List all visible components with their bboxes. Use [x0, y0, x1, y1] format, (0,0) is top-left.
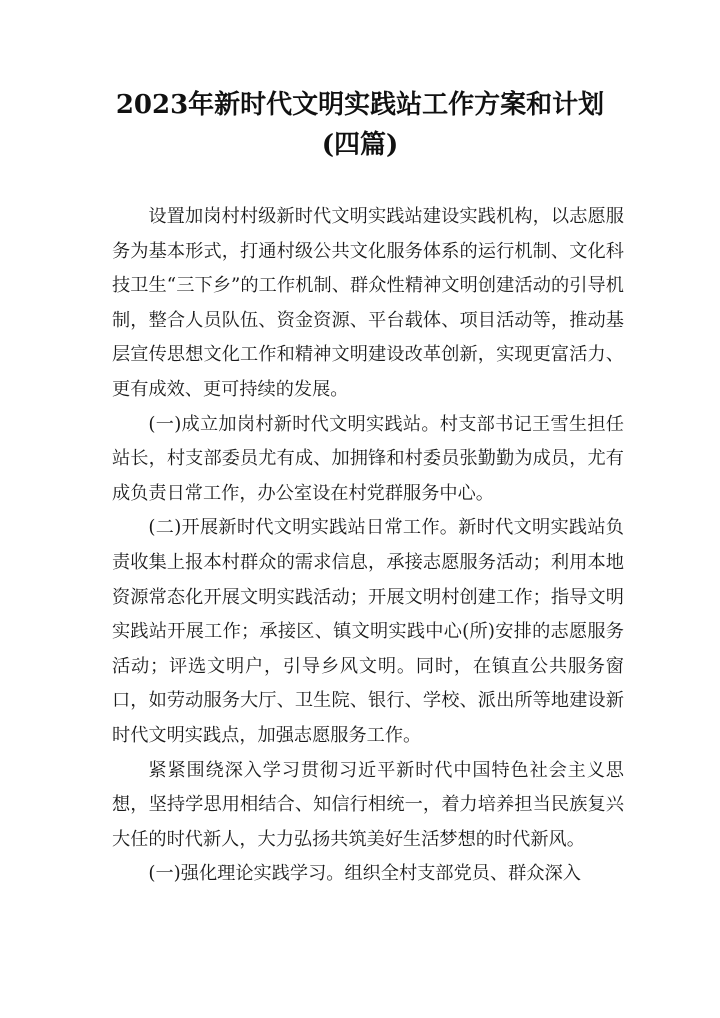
document-body — [112, 200, 624, 892]
document-title: 2023年新时代文明实践站工作方案和计划 — [115, 90, 605, 120]
document-subtitle: (四篇) — [321, 130, 399, 160]
paragraph-section-2: (二)开展新时代文明实践站日常工作。新时代文明实践站负责收集上报本村群众的需求信息，承接志愿服务活动；利用本地资源常态化开展文明实践活动；开展文明村创建工作；指导文明实践站开展工作；承接区、镇文明实践中心(所)安排的志愿服务活动；评选文明户，引导乡风文明。同时，在镇直公共服务窗口，如劳动服务大厅、卫生院、银行、学校、派出所等地建设新时代文明实践点，加强志愿服务工作。 — [112, 517, 624, 746]
paragraph-section-1: (一)成立加岗村新时代文明实践站。村支部书记王雪生担任站长，村支部委员尤有成、加拥锋和村委员张勤勤为成员，尤有成负责日常工作，办公室设在村党群服务中心。 — [112, 413, 624, 504]
paragraph-goal: 紧紧围绕深入学习贯彻习近平新时代中国特色社会主义思想，坚持学思用相结合、知信行相统一，着力培养担当民族复兴大任的时代新人，大力弘扬共筑美好生活梦想的时代新风。 — [112, 759, 624, 850]
paragraph-theory-study: (一)强化理论实践学习。组织全村支部党员、群众深入 — [148, 863, 581, 885]
paragraph-intro: 设置加岗村村级新时代文明实践站建设实践机构，以志愿服务为基本形式，打通村级公共文化服务体系的运行机制、文化科技卫生“三下乡”的工作机制、群众性精神文明创建活动的引导机制，整合人员队伍、资金资源、平台载体、项目活动等，推动基层宣传思想文化工作和精神文明建设改革创新，实现更富活力、更有成效、更可持续的发展。 — [112, 206, 624, 400]
